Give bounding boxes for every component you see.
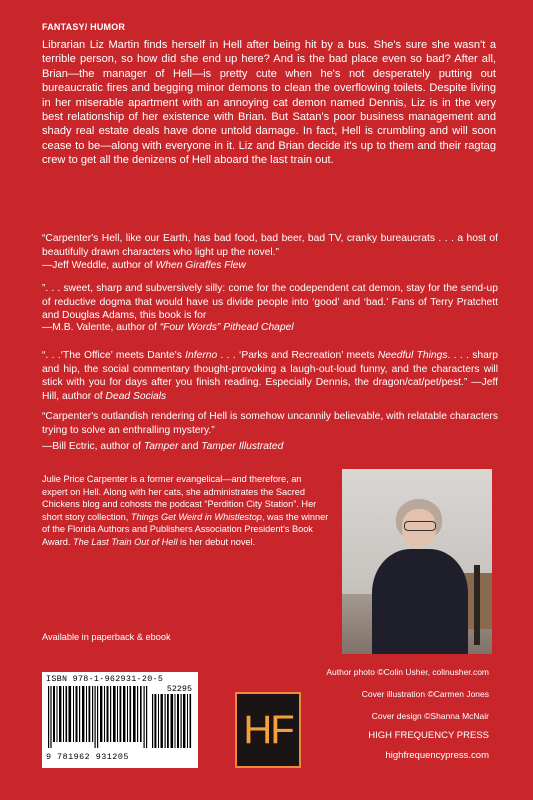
attribution-prefix: —M.B. Valente, author of [42,322,160,333]
bio-text: Julie Price Carpenter is a former evangelical—and therefore, an expert on Hell. Along with her cats, she administrates the Sacred Chickens blog and cohosts the podcast “Perdition City Station”. Her short story collection, [42,474,317,522]
quote-title: Inferno [185,350,218,361]
attribution-title: Tamper [143,441,179,452]
photo-figure [372,549,468,654]
attribution-and: and [178,441,202,452]
attribution-prefix: —Jeff Weddle, author of [42,260,156,271]
review-attribution [42,440,498,453]
isbn-barcode [42,672,198,768]
review-quote: “Carpenter's Hell, like our Earth, has bad food, bad beer, bad TV, cranky bureaucrats . . . a host of beautifully drawn characters who light up the novel.” [42,233,498,258]
review-quote [42,349,498,403]
bio-title: The Last Train Out of Hell [72,536,178,547]
bio-title: Things Get Weird in Whistlestop [130,511,262,522]
review-attribution [42,259,498,272]
barcode-bars [48,686,148,748]
isbn-text: ISBN 978-1-962931-20-5 [46,674,164,684]
design-credit: Cover design ©Shanna McNair [371,711,489,721]
photo-chair [474,565,480,645]
availability-note: Available in paperback & ebook [42,632,171,642]
illustration-credit: Cover illustration ©Carmen Jones [361,689,489,699]
genre-label: FANTASY/ HUMOR [42,22,126,32]
attribution-title: “Four Words” Pithead Chapel [159,322,294,333]
bio-text: , was the winner of the Florida Authors and Publishers Association President's Book Award. [42,511,329,547]
photo-credit: Author photo ©Colin Usher, colinusher.com [326,667,489,677]
bio-text: is her debut novel. [177,536,256,547]
attribution-title: Tamper Illustrated [201,441,284,452]
quote-title: Needful Things [377,350,448,361]
barcode-digits: 9 781962 931205 [46,752,129,762]
quote-text: . . . ‘Parks and Recreation’ meets [217,350,378,361]
quote-text: . . . . sharp and hip, the social commentary thought-provoking a laugh-out-loud funny, and the characters will stick with you for days after you finish reading. Especially Dennis, the dragon/cat/pet/pest.” —Jeff Hill, author of [42,350,498,402]
review-quote: “Carpenter's outlandish rendering of Hell is somehow uncannily believable, with relatable characters trying to solve an enthralling mystery.” [42,411,498,436]
review-attribution [42,321,498,334]
credits [326,661,489,727]
author-photo [342,469,492,654]
photo-glasses [404,521,436,531]
review-quote: ”. . . sweet, sharp and subversively silly: come for the codependent cat demon, stay for the send-up of reductive dogma that would have us divide people into ‘good’ and ‘bad.’ Fans of Terry Pratchett and Douglas Adams, this book is for [42,283,498,322]
attribution-title: When Giraffes Flew [155,260,246,271]
publisher-url[interactable]: highfrequencypress.com [385,750,489,761]
logo-text: HF [243,707,293,752]
author-bio [42,473,329,548]
barcode-addon-bars [152,694,192,748]
publisher-name: HIGH FREQUENCY PRESS [368,730,489,741]
quote-title: Dead Socials [105,390,167,402]
barcode-addon: 52295 [166,684,192,694]
quote-text: “. . .‘The Office’ meets Dante's [42,350,186,361]
attribution-prefix: —Bill Ectric, author of [42,441,144,452]
publisher-logo [235,692,301,768]
book-blurb: Librarian Liz Martin finds herself in Hell after being hit by a bus. She's sure she wasn't a terrible person, so how did she end up here? And is the bad place even so bad? After all, Brian—the manager of Hell—is pretty cute when he's not desperately putting out bureaucratic fires and begging minor demons to clean the overflowing toilets. Despite living in her miserable apartment with an annoying cat demon named Dennis, Liz is in the very best relationship of her existence with Brian. But Satan's poor business management and shady real estate deals have done untold damage. In fact, Hell is crumbling and will soon cease to be—along with everyone in it. Liz and Brian decide it's up to them and their ragtag crew to get all the denizens of Hell aboard the last train out. [42,39,496,167]
